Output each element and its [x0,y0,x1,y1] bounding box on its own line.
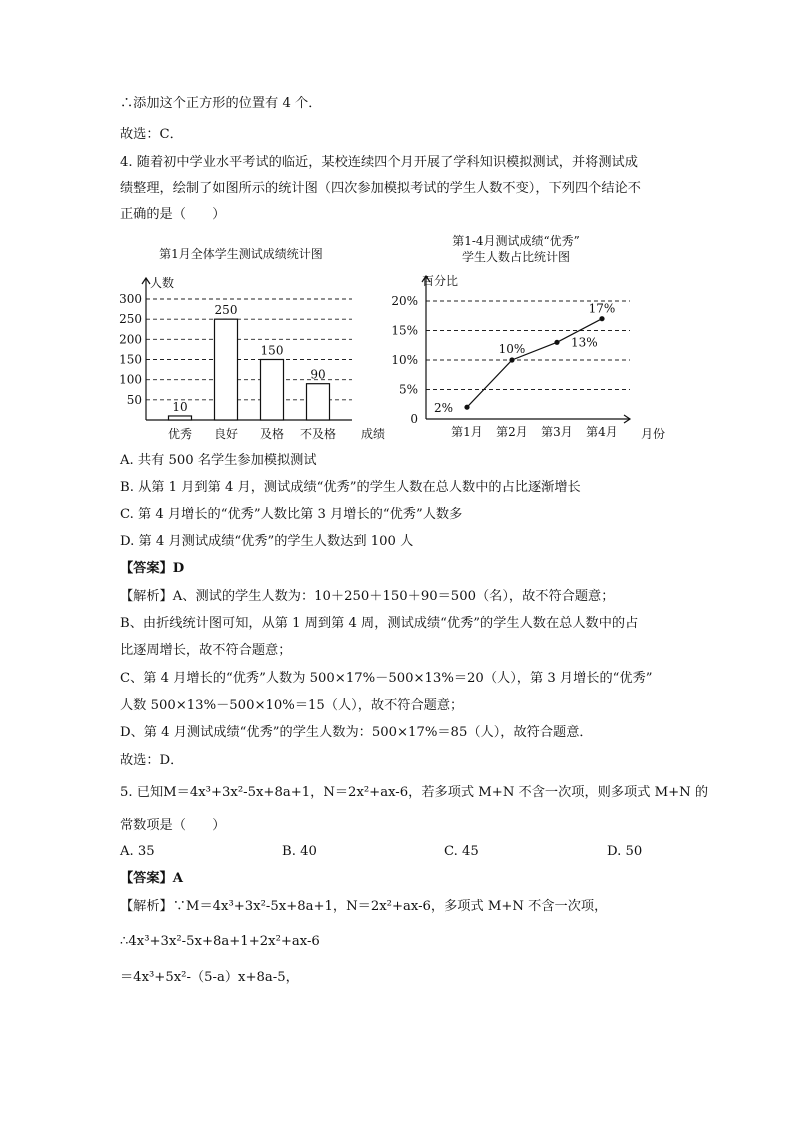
q5-option-c: C. 45 [444,844,479,859]
bar [307,384,330,420]
bar-value-label: 10 [172,399,188,414]
line-chart-ytick-label: 15% [391,323,418,338]
question-4-text-3: 正确的是（ ） [120,207,226,222]
question-4-text-1: 4. 随着初中学业水平考试的临近，某校连续四个月开展了学科知识模拟测试，并将测试成 [120,155,638,170]
line-chart [386,228,686,448]
line-category-label: 第4月 [586,425,618,439]
explanation-5-1: 【解析】∵M＝4x³+3x²-5x+8a+1，N＝2x²+ax-6，多项式 M+N 不含一次项， [120,899,608,914]
line-point-label: 2% [433,401,453,416]
prev-conclusion: ∴添加这个正方形的位置有 4 个． [120,96,322,111]
bar-chart-title: 第1月全体学生测试成绩统计图 [159,247,323,261]
line-chart-ytick-label: 0 [410,412,418,426]
explanation-4-7: 故选：D． [120,753,184,768]
bar-chart-ytick-label: 150 [119,352,142,367]
line-category-label: 第2月 [496,425,528,439]
bar-chart-xlabel: 成绩 [361,427,386,441]
bar-chart-ytick-label: 300 [119,292,142,306]
bar-category-label: 良好 [213,427,239,441]
bar-value-label: 150 [260,343,284,358]
explanation-4-2: B、由折线统计图可知，从第 1 周到第 4 周，测试成绩“优秀”的学生人数在总人数中的占 [120,616,639,631]
line-chart-ytick-label: 5% [398,382,418,397]
bar-category-label: 及格 [259,427,285,441]
line-chart-title-2: 学生人数占比统计图 [461,250,571,264]
explanation-5-3: ＝4x³+5x²-（5-a）x+8a-5， [120,970,299,985]
question-5-text-2: 常数项是（ ） [120,818,226,833]
line-point [509,357,514,362]
answer-5: 【答案】A [120,871,183,886]
line-chart-xlabel: 月份 [641,427,666,441]
explanation-4-1: 【解析】A、测试的学生人数为：10＋250＋150＋90＝500（名），故不符合题意； [120,589,615,604]
option-c: C. 第 4 月增长的“优秀”人数比第 3 月增长的“优秀”人数多 [120,507,463,522]
q5-option-a: A. 35 [120,844,155,859]
line-point-label: 10% [498,342,526,356]
line-point [554,340,559,345]
answer-4: 【答案】D [120,561,185,576]
line-category-label: 第3月 [541,425,573,439]
line-chart-ytick-label: 20% [391,294,418,308]
explanation-4-6: D、第 4 月测试成绩“优秀”的学生人数为：500×17%＝85（人），故符合题意． [120,725,593,740]
bar-chart-ylabel: 人数 [150,276,175,290]
line-chart-title-1: 第1-4月测试成绩“优秀” [452,234,580,248]
explanation-5-2: ∴4x³+3x²-5x+8a+1+2x²+ax-6 [120,934,320,949]
bar-category-label: 优秀 [167,427,193,441]
bar [215,319,238,420]
q5-option-d: D. 50 [607,844,643,859]
question-5-text-1: 5. 已知M＝4x³+3x²-5x+8a+1，N＝2x²+ax-6，若多项式 M+N 不含一次项，则多项式 M+N 的 [120,785,709,800]
explanation-4-3: 比逐周增长，故不符合题意； [120,643,292,658]
line-chart-ylabel: 百分比 [422,274,459,288]
explanation-4-4: C、第 4 月增长的“优秀”人数为 500×17%－500×13%＝20（人），第 3 月增长的“优秀” [120,671,653,686]
bar-value-label: 90 [310,367,326,382]
option-a: A. 共有 500 名学生参加模拟测试 [120,453,317,468]
bar-category-label: 不及格 [299,427,337,441]
bar-chart-ytick-label: 100 [119,372,142,387]
bar-chart-ytick-label: 250 [119,312,142,327]
bar-value-label: 250 [214,303,238,318]
line-point [599,316,604,321]
line-point-label: 13% [571,335,598,350]
line-category-label: 第1月 [451,425,483,439]
line-chart-series [467,319,602,408]
bar-chart [116,236,406,450]
bar [261,360,284,421]
option-b: B. 从第 1 月到第 4 月，测试成绩“优秀”的学生人数在总人数中的占比逐渐增长 [120,480,581,495]
bar-chart-ytick-label: 200 [119,332,142,347]
explanation-4-5: 人数 500×13%－500×10%＝15（人），故不符合题意； [120,698,464,713]
line-chart-ytick-label: 10% [391,353,418,367]
bar [169,416,192,420]
bar-chart-ytick-label: 50 [126,392,142,407]
q5-option-b: B. 40 [282,844,317,859]
question-4-text-2: 绩整理，绘制了如图所示的统计图（四次参加模拟考试的学生人数不变），下列四个结论不 [120,181,641,196]
option-d: D. 第 4 月测试成绩“优秀”的学生人数达到 100 人 [120,534,414,549]
prev-choice: 故选：C． [120,127,183,142]
line-point-label: 17% [588,301,616,316]
line-point [464,405,469,410]
